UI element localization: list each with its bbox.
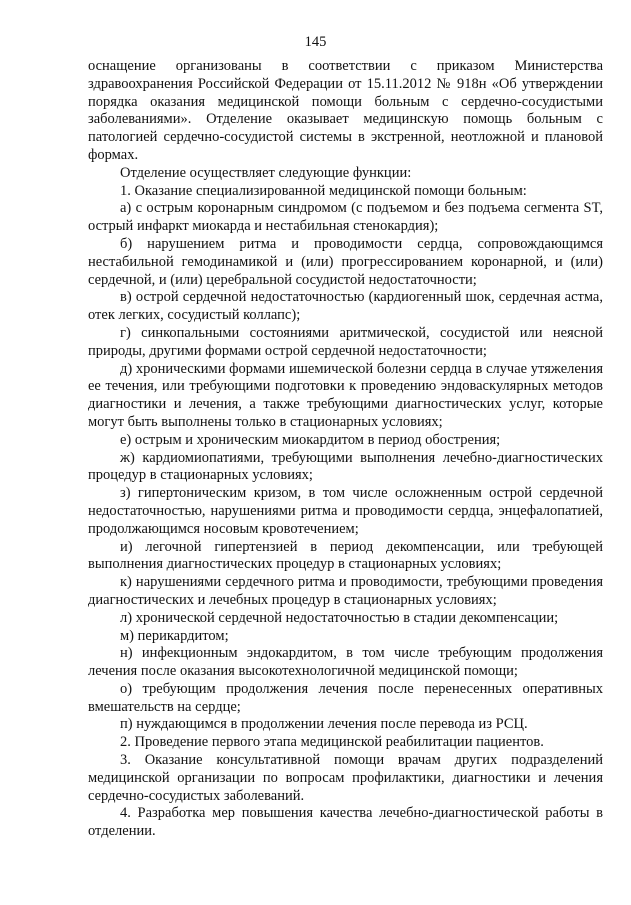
paragraph-item-1b: б) нарушением ритма и проводимости сердца, сопровождающимся нестабильной гемодинамикой и (или) прогрессированием коронарной, и (или) сердечной, и (или) церебральной сосудистой недостаточности; (88, 235, 603, 288)
paragraph-item-1n: н) инфекционным эндокардитом, в том числе требующим продолжения лечения после оказания высокотехнологичной медицинской помощи; (88, 645, 603, 680)
paragraph-item-1e: е) острым и хроническим миокардитом в период обострения; (120, 431, 501, 448)
paragraph-item-1p: п) нуждающимся в продолжении лечения после перевода из РСЦ. (120, 716, 528, 733)
paragraph-item-1l: л) хронической сердечной недостаточностью в стадии декомпенсации; (120, 609, 559, 626)
paragraph-item-1zh: ж) кардиомиопатиями, требующими выполнения лечебно-диагностических процедур в стационарных условиях; (88, 449, 603, 484)
paragraph-item-1z: з) гипертоническим кризом, в том числе осложненным острой сердечной недостаточностью, нарушениями ритма и проводимости сердца, энцефалопатией, продолжающимся носовым кровотечением; (88, 485, 603, 537)
paragraph-item-1k: к) нарушениями сердечного ритма и проводимости, требующими проведения диагностических и лечебных процедур в стационарных условиях; (88, 574, 603, 608)
page-number: 145 (304, 34, 327, 50)
document-body (88, 58, 603, 841)
paragraph-item-3: 3. Оказание консультативной помощи врачам других подразделений медицинской организации по вопросам профилактики, диагностики и лечения сердечно-сосудистых заболеваний. (88, 752, 603, 804)
paragraph-item-1m: м) перикардитом; (120, 627, 229, 644)
paragraph-item-1: 1. Оказание специализированной медицинской помощи больным: (120, 182, 527, 199)
paragraph-functions-intro: Отделение осуществляет следующие функции: (120, 164, 412, 181)
paragraph-order-reference: оснащение организованы в соответствии с приказом Министерства здравоохранения Российской Федерации от 15.11.2012 № 918н «Об утверждении порядка оказания медицинской помощи больным с сердечно-сосудистыми заболеваниями». Отделение оказывает медицинскую помощь больным с патологией сердечно-сосудистой системы в экстренной, неотложной и плановой формах. (88, 58, 603, 163)
paragraph-item-1o: о) требующим продолжения лечения после перенесенных оперативных вмешательств на сердце; (88, 680, 603, 715)
paragraph-item-1g: г) синкопальными состояниями аритмической, сосудистой или неясной природы, другими формами острой сердечной недостаточности; (88, 324, 603, 359)
paragraph-item-1d: д) хроническими формами ишемической болезни сердца в случае утяжеления ее течения, или требующими подготовки к проведению эндоваскулярных методов диагностики и лечения, а также требующими диагностических услуг, которые могут быть выполнены только в стационарных условиях; (88, 360, 603, 430)
paragraph-item-2: 2. Проведение первого этапа медицинской реабилитации пациентов. (120, 734, 544, 751)
paragraph-item-1a: а) с острым коронарным синдромом (с подъемом и без подъема сегмента ST, острый инфаркт миокарда и нестабильная стенокардия); (88, 200, 603, 235)
paragraph-item-1i: и) легочной гипертензией в период декомпенсации, или требующей выполнения диагностических процедур в стационарных условиях; (88, 538, 603, 573)
paragraph-item-4: 4. Разработка мер повышения качества лечебно-диагностической работы в отделении. (88, 805, 603, 840)
paragraph-item-1v: в) острой сердечной недостаточностью (кардиогенный шок, сердечная астма, отек легких, сосудистый коллапс); (88, 289, 603, 324)
